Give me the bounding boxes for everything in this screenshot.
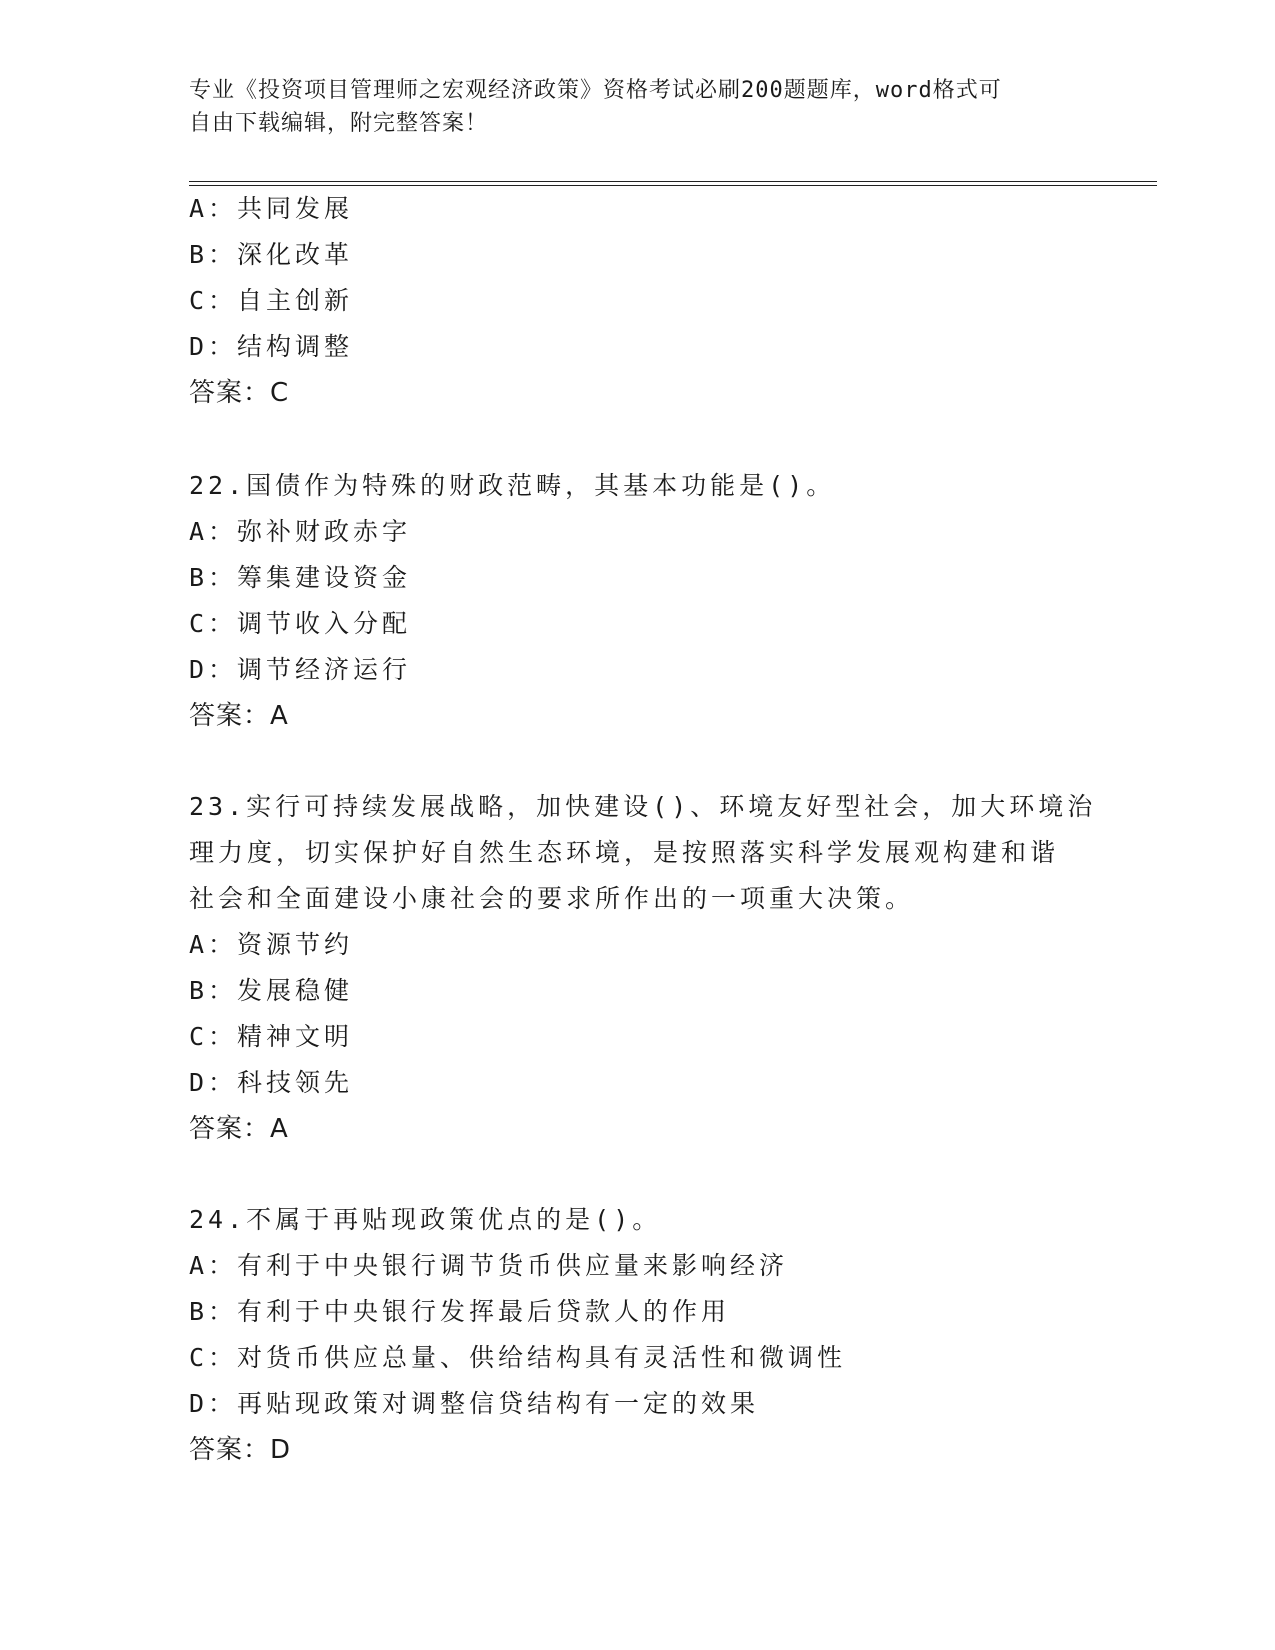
answer-label: 答案：C (189, 378, 290, 408)
option-b: B：有利于中央银行发挥最后贷款人的作用 (189, 1297, 731, 1326)
option-c: C：调节收入分配 (189, 609, 412, 638)
question-23-block (189, 784, 1097, 1152)
option-a: A：资源节约 (189, 930, 354, 959)
question-text-line-3: 社会和全面建设小康社会的要求所作出的一项重大决策。 (189, 884, 915, 913)
option-d: D：结构调整 (189, 332, 354, 361)
answer-label: 答案：A (189, 1114, 289, 1144)
option-c: C：对货币供应总量、供给结构具有灵活性和微调性 (189, 1343, 847, 1372)
question-text-line-1: 23.实行可持续发展战略，加快建设()、环境友好型社会，加大环境治 (189, 792, 1097, 821)
question-text: 22.国债作为特殊的财政范畴，其基本功能是()。 (189, 471, 836, 500)
option-b: B：筹集建设资金 (189, 563, 412, 592)
option-c: C：自主创新 (189, 286, 354, 315)
answer-label: 答案：D (189, 1435, 292, 1465)
header-line-1: 专业《投资项目管理师之宏观经济政策》资格考试必刷200题题库，word格式可 (189, 78, 1002, 103)
option-a: A：共同发展 (189, 194, 354, 223)
question-22-block (189, 463, 1089, 739)
option-a: A：有利于中央银行调节货币供应量来影响经济 (189, 1251, 789, 1280)
option-b: B：发展稳健 (189, 976, 354, 1005)
option-d: D：调节经济运行 (189, 655, 412, 684)
question-24-block (189, 1197, 1089, 1473)
header-divider-top (189, 181, 1157, 182)
option-b: B：深化改革 (189, 240, 354, 269)
document-header (189, 74, 1069, 140)
header-line-2: 自由下载编辑，附完整答案！ (189, 111, 489, 136)
option-d: D：再贴现政策对调整信贷结构有一定的效果 (189, 1389, 760, 1418)
option-a: A：弥补财政赤字 (189, 517, 412, 546)
option-c: C：精神文明 (189, 1022, 354, 1051)
question-21-block (189, 186, 1089, 416)
answer-label: 答案：A (189, 701, 289, 731)
question-text: 24.不属于再贴现政策优点的是()。 (189, 1205, 662, 1234)
question-text-line-2: 理力度，切实保护好自然生态环境，是按照落实科学发展观构建和谐 (189, 838, 1060, 867)
option-d: D：科技领先 (189, 1068, 354, 1097)
